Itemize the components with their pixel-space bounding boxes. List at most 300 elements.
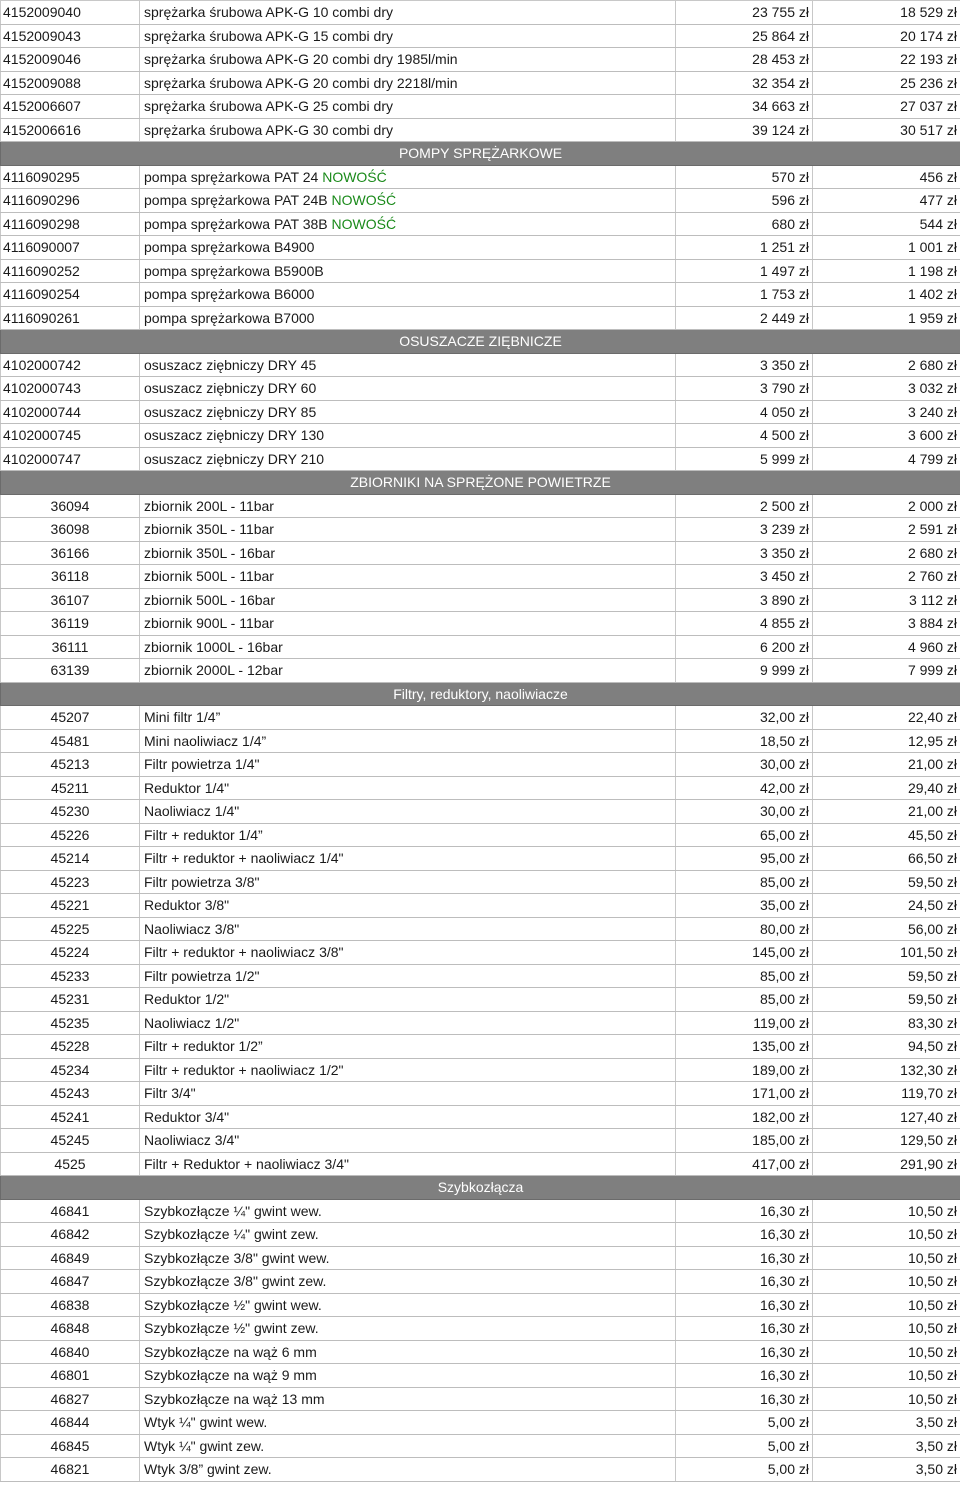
- net-price: 21,00 zł: [813, 753, 960, 777]
- product-name-cell: [140, 635, 676, 659]
- gross-price: 5,00 zł: [676, 1411, 813, 1435]
- product-code: 46827: [1, 1387, 140, 1411]
- product-name: osuszacz ziębniczy DRY 45: [144, 356, 317, 373]
- product-code: 45481: [1, 729, 140, 753]
- table-row: [1, 776, 960, 800]
- net-price: 21,00 zł: [813, 800, 960, 824]
- product-code: 46842: [1, 1223, 140, 1247]
- table-row: [1, 1082, 960, 1106]
- table-row: [1, 565, 960, 589]
- product-name-cell: [140, 400, 676, 424]
- gross-price: 4 050 zł: [676, 400, 813, 424]
- section-title: OSUSZACZE ZIĘBNICZE: [1, 330, 960, 354]
- gross-price: 23 755 zł: [676, 1, 813, 25]
- product-name-cell: [140, 776, 676, 800]
- product-name: Szybkozłącze 3/8" gwint wew.: [144, 1249, 330, 1266]
- product-name: Naoliwiacz 1/4": [144, 803, 240, 820]
- gross-price: 80,00 zł: [676, 917, 813, 941]
- gross-price: 16,30 zł: [676, 1270, 813, 1294]
- net-price: 2 760 zł: [813, 565, 960, 589]
- net-price: 10,50 zł: [813, 1199, 960, 1223]
- price-list-body: [1, 1, 960, 1482]
- gross-price: 3 350 zł: [676, 541, 813, 565]
- product-name: Wtyk ¼" gwint zew.: [144, 1437, 265, 1454]
- table-row: [1, 1199, 960, 1223]
- gross-price: 145,00 zł: [676, 941, 813, 965]
- product-name: Reduktor 1/2": [144, 991, 230, 1008]
- product-name-cell: [140, 541, 676, 565]
- net-price: 129,50 zł: [813, 1129, 960, 1153]
- net-price: 119,70 zł: [813, 1082, 960, 1106]
- product-code: 45223: [1, 870, 140, 894]
- product-name-cell: [140, 306, 676, 330]
- table-row: [1, 189, 960, 213]
- table-row: [1, 1293, 960, 1317]
- gross-price: 3 890 zł: [676, 588, 813, 612]
- table-row: [1, 236, 960, 260]
- product-name: Reduktor 1/4": [144, 779, 230, 796]
- net-price: 3,50 zł: [813, 1434, 960, 1458]
- product-code: 36094: [1, 494, 140, 518]
- net-price: 59,50 zł: [813, 870, 960, 894]
- gross-price: 189,00 zł: [676, 1058, 813, 1082]
- product-code: 45241: [1, 1105, 140, 1129]
- product-code: 4152009040: [1, 1, 140, 25]
- product-code: 4525: [1, 1152, 140, 1176]
- net-price: 10,50 zł: [813, 1246, 960, 1270]
- product-name-cell: [140, 212, 676, 236]
- section-header-row: [1, 1176, 960, 1200]
- product-name-cell: [140, 518, 676, 542]
- gross-price: 65,00 zł: [676, 823, 813, 847]
- net-price: 12,95 zł: [813, 729, 960, 753]
- gross-price: 85,00 zł: [676, 964, 813, 988]
- product-name-cell: [140, 1270, 676, 1294]
- product-code: 46845: [1, 1434, 140, 1458]
- net-price: 3 112 zł: [813, 588, 960, 612]
- net-price: 10,50 zł: [813, 1223, 960, 1247]
- table-row: [1, 847, 960, 871]
- gross-price: 16,30 zł: [676, 1387, 813, 1411]
- product-code: 46840: [1, 1340, 140, 1364]
- gross-price: 596 zł: [676, 189, 813, 213]
- table-row: [1, 71, 960, 95]
- gross-price: 30,00 zł: [676, 753, 813, 777]
- gross-price: 2 500 zł: [676, 494, 813, 518]
- gross-price: 16,30 zł: [676, 1364, 813, 1388]
- section-header-row: [1, 471, 960, 495]
- net-price: 3,50 zł: [813, 1411, 960, 1435]
- net-price: 29,40 zł: [813, 776, 960, 800]
- table-row: [1, 1364, 960, 1388]
- product-code: 36098: [1, 518, 140, 542]
- product-name-cell: [140, 1411, 676, 1435]
- product-name: pompa sprężarkowa B4900: [144, 239, 315, 256]
- table-row: [1, 1317, 960, 1341]
- table-row: [1, 988, 960, 1012]
- net-price: 544 zł: [813, 212, 960, 236]
- net-price: 127,40 zł: [813, 1105, 960, 1129]
- net-price: 10,50 zł: [813, 1270, 960, 1294]
- gross-price: 1 251 zł: [676, 236, 813, 260]
- table-row: [1, 612, 960, 636]
- net-price: 7 999 zł: [813, 659, 960, 683]
- product-code: 4152009088: [1, 71, 140, 95]
- product-name: Filtr + reduktor + naoliwiacz 1/4": [144, 850, 344, 867]
- net-price: 3 884 zł: [813, 612, 960, 636]
- net-price: 456 zł: [813, 165, 960, 189]
- table-row: [1, 1129, 960, 1153]
- product-name-cell: [140, 800, 676, 824]
- product-code: 63139: [1, 659, 140, 683]
- table-row: [1, 1011, 960, 1035]
- table-row: [1, 870, 960, 894]
- table-row: [1, 353, 960, 377]
- product-code: 46844: [1, 1411, 140, 1435]
- table-row: [1, 1246, 960, 1270]
- product-name: zbiornik 350L - 16bar: [144, 544, 276, 561]
- product-name: sprężarka śrubowa APK-G 15 combi dry: [144, 27, 393, 44]
- product-name: Reduktor 3/4": [144, 1108, 230, 1125]
- product-code: 36107: [1, 588, 140, 612]
- product-name: Wtyk 3/8” gwint zew.: [144, 1461, 272, 1478]
- gross-price: 9 999 zł: [676, 659, 813, 683]
- product-code: 4152009043: [1, 24, 140, 48]
- table-row: [1, 729, 960, 753]
- product-name-cell: [140, 1082, 676, 1106]
- net-price: 1 198 zł: [813, 259, 960, 283]
- product-code: 36119: [1, 612, 140, 636]
- product-name: zbiornik 1000L - 16bar: [144, 638, 283, 655]
- product-name-cell: [140, 988, 676, 1012]
- product-name: Szybkozłącze na wąż 6 mm: [144, 1343, 317, 1360]
- table-row: [1, 447, 960, 471]
- product-name-cell: [140, 494, 676, 518]
- product-name: Wtyk ¼" gwint wew.: [144, 1414, 268, 1431]
- table-row: [1, 917, 960, 941]
- table-row: [1, 1270, 960, 1294]
- product-name-cell: [140, 823, 676, 847]
- product-name-cell: [140, 1458, 676, 1482]
- net-price: 10,50 zł: [813, 1317, 960, 1341]
- product-code: 4102000743: [1, 377, 140, 401]
- net-price: 2 680 zł: [813, 353, 960, 377]
- net-price: 83,30 zł: [813, 1011, 960, 1035]
- product-name: pompa sprężarkowa PAT 24B: [144, 192, 328, 209]
- gross-price: 18,50 zł: [676, 729, 813, 753]
- product-name-cell: [140, 189, 676, 213]
- net-price: 59,50 zł: [813, 964, 960, 988]
- product-name: zbiornik 500L - 11bar: [144, 568, 274, 585]
- new-badge: NOWOŚĆ: [322, 168, 387, 185]
- product-name-cell: [140, 424, 676, 448]
- gross-price: 3 239 zł: [676, 518, 813, 542]
- product-name: osuszacz ziębniczy DRY 60: [144, 380, 317, 397]
- net-price: 25 236 zł: [813, 71, 960, 95]
- product-name-cell: [140, 1152, 676, 1176]
- product-name-cell: [140, 941, 676, 965]
- product-name: Szybkozłącze na wąż 9 mm: [144, 1367, 317, 1384]
- gross-price: 3 790 zł: [676, 377, 813, 401]
- table-row: [1, 165, 960, 189]
- net-price: 45,50 zł: [813, 823, 960, 847]
- product-name-cell: [140, 729, 676, 753]
- product-name: Reduktor 3/8": [144, 897, 230, 914]
- product-code: 46849: [1, 1246, 140, 1270]
- table-row: [1, 1458, 960, 1482]
- product-name: Mini naoliwiacz 1/4”: [144, 732, 267, 749]
- net-price: 291,90 zł: [813, 1152, 960, 1176]
- product-name-cell: [140, 236, 676, 260]
- net-price: 10,50 zł: [813, 1293, 960, 1317]
- net-price: 66,50 zł: [813, 847, 960, 871]
- net-price: 2 591 zł: [813, 518, 960, 542]
- net-price: 56,00 zł: [813, 917, 960, 941]
- gross-price: 185,00 zł: [676, 1129, 813, 1153]
- gross-price: 95,00 zł: [676, 847, 813, 871]
- table-row: [1, 1035, 960, 1059]
- table-row: [1, 1152, 960, 1176]
- table-row: [1, 659, 960, 683]
- product-name: Szybkozłącze ½" gwint zew.: [144, 1320, 319, 1337]
- product-name: zbiornik 2000L - 12bar: [144, 662, 283, 679]
- product-code: 46821: [1, 1458, 140, 1482]
- gross-price: 16,30 zł: [676, 1223, 813, 1247]
- gross-price: 35,00 zł: [676, 894, 813, 918]
- gross-price: 4 855 zł: [676, 612, 813, 636]
- gross-price: 39 124 zł: [676, 118, 813, 142]
- product-code: 45214: [1, 847, 140, 871]
- product-name-cell: [140, 1, 676, 25]
- table-row: [1, 1, 960, 25]
- gross-price: 42,00 zł: [676, 776, 813, 800]
- product-name-cell: [140, 1199, 676, 1223]
- net-price: 132,30 zł: [813, 1058, 960, 1082]
- net-price: 10,50 zł: [813, 1387, 960, 1411]
- net-price: 18 529 zł: [813, 1, 960, 25]
- table-row: [1, 823, 960, 847]
- product-name-cell: [140, 659, 676, 683]
- product-code: 4102000744: [1, 400, 140, 424]
- gross-price: 135,00 zł: [676, 1035, 813, 1059]
- product-name: sprężarka śrubowa APK-G 30 combi dry: [144, 121, 393, 138]
- product-name-cell: [140, 565, 676, 589]
- product-name-cell: [140, 1105, 676, 1129]
- net-price: 20 174 zł: [813, 24, 960, 48]
- table-row: [1, 306, 960, 330]
- product-name: sprężarka śrubowa APK-G 25 combi dry: [144, 98, 393, 115]
- net-price: 10,50 zł: [813, 1364, 960, 1388]
- net-price: 3 032 zł: [813, 377, 960, 401]
- product-name-cell: [140, 753, 676, 777]
- section-title: POMPY SPRĘŻARKOWE: [1, 142, 960, 166]
- product-name-cell: [140, 1246, 676, 1270]
- product-code: 4102000745: [1, 424, 140, 448]
- product-name: Filtr powietrza 3/8": [144, 873, 260, 890]
- gross-price: 182,00 zł: [676, 1105, 813, 1129]
- product-name-cell: [140, 259, 676, 283]
- product-name-cell: [140, 964, 676, 988]
- net-price: 3,50 zł: [813, 1458, 960, 1482]
- new-badge: NOWOŚĆ: [331, 192, 397, 209]
- table-row: [1, 24, 960, 48]
- product-name-cell: [140, 283, 676, 307]
- product-name-cell: [140, 1364, 676, 1388]
- product-code: 4116090261: [1, 306, 140, 330]
- net-price: 2 680 zł: [813, 541, 960, 565]
- product-code: 45235: [1, 1011, 140, 1035]
- net-price: 24,50 zł: [813, 894, 960, 918]
- table-row: [1, 894, 960, 918]
- product-name: sprężarka śrubowa APK-G 20 combi dry 2218l/min: [144, 74, 458, 91]
- product-name-cell: [140, 95, 676, 119]
- product-name: Filtr + reduktor + naoliwiacz 3/8": [144, 944, 344, 961]
- product-code: 45230: [1, 800, 140, 824]
- product-name-cell: [140, 588, 676, 612]
- product-code: 36111: [1, 635, 140, 659]
- table-row: [1, 400, 960, 424]
- section-header-row: [1, 682, 960, 706]
- product-name: zbiornik 350L - 11bar: [144, 521, 274, 538]
- table-row: [1, 1387, 960, 1411]
- product-name-cell: [140, 165, 676, 189]
- net-price: 1 001 zł: [813, 236, 960, 260]
- table-row: [1, 1058, 960, 1082]
- product-name: pompa sprężarkowa PAT 38B: [144, 215, 328, 232]
- product-code: 4116090254: [1, 283, 140, 307]
- product-code: 4116090298: [1, 212, 140, 236]
- product-code: 4102000747: [1, 447, 140, 471]
- gross-price: 3 450 zł: [676, 565, 813, 589]
- net-price: 3 600 zł: [813, 424, 960, 448]
- net-price: 22,40 zł: [813, 706, 960, 730]
- product-name: sprężarka śrubowa APK-G 20 combi dry 1985l/min: [144, 51, 458, 68]
- net-price: 30 517 zł: [813, 118, 960, 142]
- product-name: pompa sprężarkowa B7000: [144, 309, 315, 326]
- gross-price: 1 753 zł: [676, 283, 813, 307]
- table-row: [1, 494, 960, 518]
- product-code: 4116090007: [1, 236, 140, 260]
- product-name-cell: [140, 71, 676, 95]
- table-row: [1, 283, 960, 307]
- net-price: 101,50 zł: [813, 941, 960, 965]
- table-row: [1, 753, 960, 777]
- gross-price: 25 864 zł: [676, 24, 813, 48]
- product-code: 4116090252: [1, 259, 140, 283]
- gross-price: 417,00 zł: [676, 1152, 813, 1176]
- net-price: 4 960 zł: [813, 635, 960, 659]
- product-code: 45211: [1, 776, 140, 800]
- table-row: [1, 48, 960, 72]
- product-code: 36166: [1, 541, 140, 565]
- gross-price: 5,00 zł: [676, 1434, 813, 1458]
- product-code: 36118: [1, 565, 140, 589]
- product-code: 45245: [1, 1129, 140, 1153]
- product-name: zbiornik 900L - 11bar: [144, 615, 274, 632]
- gross-price: 119,00 zł: [676, 1011, 813, 1035]
- gross-price: 2 449 zł: [676, 306, 813, 330]
- gross-price: 16,30 zł: [676, 1199, 813, 1223]
- gross-price: 6 200 zł: [676, 635, 813, 659]
- net-price: 3 240 zł: [813, 400, 960, 424]
- table-row: [1, 541, 960, 565]
- section-header-row: [1, 142, 960, 166]
- table-row: [1, 1223, 960, 1247]
- product-code: 4102000742: [1, 353, 140, 377]
- product-name: pompa sprężarkowa B5900B: [144, 262, 324, 279]
- product-name-cell: [140, 48, 676, 72]
- product-code: 46848: [1, 1317, 140, 1341]
- gross-price: 680 zł: [676, 212, 813, 236]
- product-name-cell: [140, 1011, 676, 1035]
- net-price: 477 zł: [813, 189, 960, 213]
- table-row: [1, 635, 960, 659]
- product-name: pompa sprężarkowa B6000: [144, 286, 315, 303]
- product-name-cell: [140, 353, 676, 377]
- product-name: sprężarka śrubowa APK-G 10 combi dry: [144, 4, 393, 21]
- product-name: Szybkozłącze 3/8" gwint zew.: [144, 1273, 327, 1290]
- gross-price: 4 500 zł: [676, 424, 813, 448]
- gross-price: 16,30 zł: [676, 1293, 813, 1317]
- product-name-cell: [140, 1387, 676, 1411]
- product-name-cell: [140, 1317, 676, 1341]
- section-title: Filtry, reduktory, naoliwiacze: [1, 682, 960, 706]
- table-row: [1, 800, 960, 824]
- table-row: [1, 1105, 960, 1129]
- product-code: 46801: [1, 1364, 140, 1388]
- net-price: 22 193 zł: [813, 48, 960, 72]
- product-name: Naoliwiacz 3/8": [144, 920, 240, 937]
- net-price: 94,50 zł: [813, 1035, 960, 1059]
- table-row: [1, 941, 960, 965]
- gross-price: 28 453 zł: [676, 48, 813, 72]
- table-row: [1, 118, 960, 142]
- gross-price: 570 zł: [676, 165, 813, 189]
- product-name-cell: [140, 894, 676, 918]
- product-name: osuszacz ziębniczy DRY 210: [144, 450, 325, 467]
- product-name-cell: [140, 118, 676, 142]
- gross-price: 16,30 zł: [676, 1317, 813, 1341]
- product-name: Filtr + Reduktor + naoliwiacz 3/4": [144, 1155, 349, 1172]
- gross-price: 3 350 zł: [676, 353, 813, 377]
- product-name: Filtr powietrza 1/4": [144, 756, 260, 773]
- product-code: 45213: [1, 753, 140, 777]
- product-name-cell: [140, 1035, 676, 1059]
- product-code: 45221: [1, 894, 140, 918]
- product-code: 45207: [1, 706, 140, 730]
- gross-price: 32 354 zł: [676, 71, 813, 95]
- gross-price: 16,30 zł: [676, 1340, 813, 1364]
- table-row: [1, 518, 960, 542]
- product-name: Filtr + reduktor + naoliwiacz 1/2": [144, 1061, 344, 1078]
- product-name-cell: [140, 917, 676, 941]
- product-code: 46838: [1, 1293, 140, 1317]
- table-row: [1, 588, 960, 612]
- product-name: Szybkozłącze ¼" gwint zew.: [144, 1226, 319, 1243]
- product-name-cell: [140, 847, 676, 871]
- net-price: 2 000 zł: [813, 494, 960, 518]
- gross-price: 5 999 zł: [676, 447, 813, 471]
- product-name-cell: [140, 24, 676, 48]
- product-name-cell: [140, 1058, 676, 1082]
- table-row: [1, 1340, 960, 1364]
- product-name-cell: [140, 1340, 676, 1364]
- product-name: Naoliwiacz 3/4": [144, 1132, 240, 1149]
- product-code: 4152006616: [1, 118, 140, 142]
- product-code: 45231: [1, 988, 140, 1012]
- product-code: 4116090296: [1, 189, 140, 213]
- product-name: Filtr powietrza 1/2": [144, 967, 260, 984]
